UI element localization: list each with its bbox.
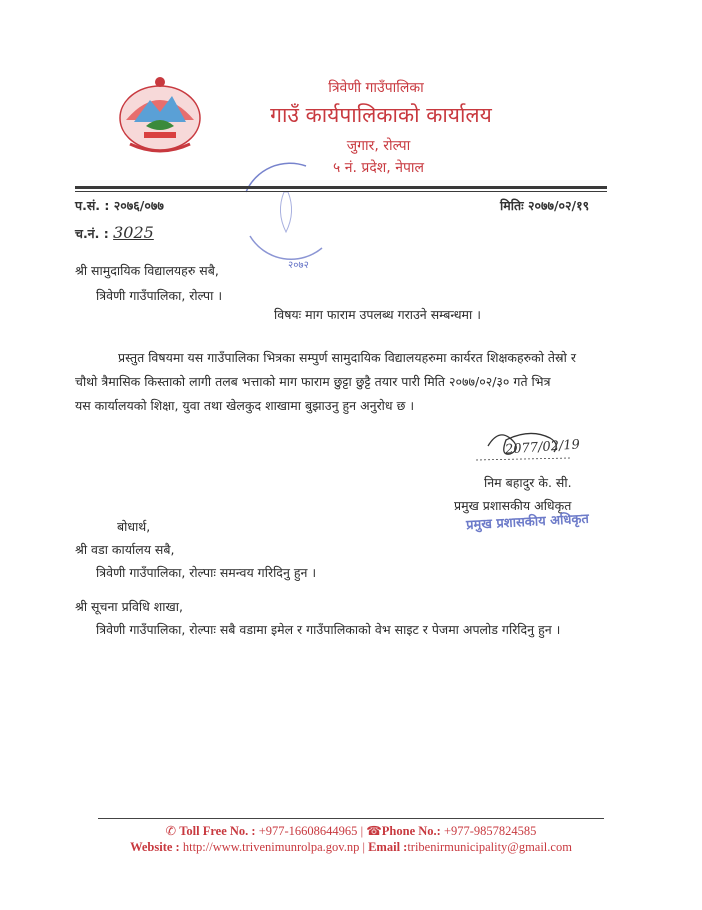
body-line2: चौथो त्रैमासिक किस्ताको लागी तलब भत्ताको माग फाराम छुट्टा छुट्टै तयार पारी मिति २०७७/०२/३० गते भित्र bbox=[75, 374, 551, 389]
telephone-icon: ☎ bbox=[366, 824, 382, 838]
footer-divider bbox=[98, 818, 604, 819]
office-round-stamp bbox=[226, 152, 346, 272]
body-line1: प्रस्तुत विषयमा यस गाउँपालिका भित्रका सम्पुर्ण सामुदायिक विद्यालयहरुमा कार्यरत शिक्षकहरुको तेस्रो र bbox=[118, 350, 576, 365]
signature-date: 2077/02/19 bbox=[504, 437, 581, 458]
cc-item1-line1: श्री वडा कार्यालय सबै, bbox=[75, 542, 175, 557]
date-value: २०७७/०२/१९ bbox=[527, 198, 590, 213]
office-name: गाउँ कार्यपालिकाको कार्यालय bbox=[270, 103, 492, 127]
office-location: जुगार, रोल्पा bbox=[346, 138, 411, 154]
cc-item2-line2: त्रिवेणी गाउँपालिका, रोल्पाः सबै वडामा इमेल र गाउँपालिकाको वेभ साइट र पेजमा अपलोड गरिदिनु हुन । bbox=[96, 622, 561, 637]
municipality-name: त्रिवेणी गाउँपालिका bbox=[328, 80, 424, 96]
cn-label: च.नं. bbox=[75, 226, 100, 241]
chalani-number: च.नं. : 3025 bbox=[75, 223, 154, 242]
date-label: मितिः bbox=[500, 198, 524, 213]
email-label: Email : bbox=[368, 840, 408, 854]
email-link[interactable]: tribenirmunicipality@gmail.com bbox=[407, 840, 572, 854]
body-line3: यस कार्यालयको शिक्षा, युवा तथा खेलकुद शाखामा बुझाउनु हुन अनुरोध छ । bbox=[75, 398, 415, 413]
patra-sankhya: प.सं. : २०७६/०७७ bbox=[75, 198, 164, 213]
phone-number: +977-9857824585 bbox=[443, 824, 537, 838]
signatory-title: प्रमुख प्रशासकीय अधिकृत bbox=[454, 498, 572, 513]
footer-web-line: Website : http://www.trivenimunrolpa.gov.np | Email :tribenirmunicipality@gmail.com bbox=[130, 840, 572, 854]
ps-label: प.सं. bbox=[75, 198, 101, 213]
footer-contact-line: ✆ Toll Free No. : +977-16608644965 | ☎Phone No.: +977-9857824585 bbox=[165, 824, 537, 838]
phone-label: Phone No.: bbox=[381, 824, 441, 838]
cc-heading: बोधार्थ, bbox=[117, 519, 151, 534]
phone-icon: ✆ bbox=[165, 824, 177, 838]
svg-text:२०७२: २०७२ bbox=[288, 260, 309, 271]
letter-subject: विषयः माग फाराम उपलब्ध गराउने सम्बन्धमा । bbox=[274, 307, 481, 322]
header-divider bbox=[75, 186, 607, 189]
tollfree-label: Toll Free No. : bbox=[179, 824, 256, 838]
office-province: ५ नं. प्रदेश, नेपाल bbox=[332, 160, 425, 176]
designation-stamp: प्रमुख प्रशासकीय अधिकृत bbox=[465, 511, 590, 534]
letter-date bbox=[500, 197, 589, 214]
cc-item2-line1: श्री सूचना प्रविधि शाखा, bbox=[75, 599, 183, 614]
cn-handwritten-value: 3025 bbox=[113, 223, 154, 242]
header-divider-thin bbox=[75, 191, 607, 192]
recipient-line2: त्रिवेणी गाउँपालिका, रोल्पा । bbox=[96, 288, 223, 303]
recipient-line1: श्री सामुदायिक विद्यालयहरु सबै, bbox=[75, 263, 219, 278]
signatory-name: निम बहादुर के. सी. bbox=[484, 475, 572, 490]
cc-item1-line2: त्रिवेणी गाउँपालिका, रोल्पाः समन्वय गरिदिनु हुन । bbox=[96, 565, 317, 580]
ps-value: २०७६/०७७ bbox=[113, 198, 164, 213]
tollfree-number: +977-16608644965 bbox=[258, 824, 358, 838]
website-label: Website : bbox=[130, 840, 180, 854]
website-link[interactable]: http://www.trivenimunrolpa.gov.np bbox=[182, 840, 360, 854]
